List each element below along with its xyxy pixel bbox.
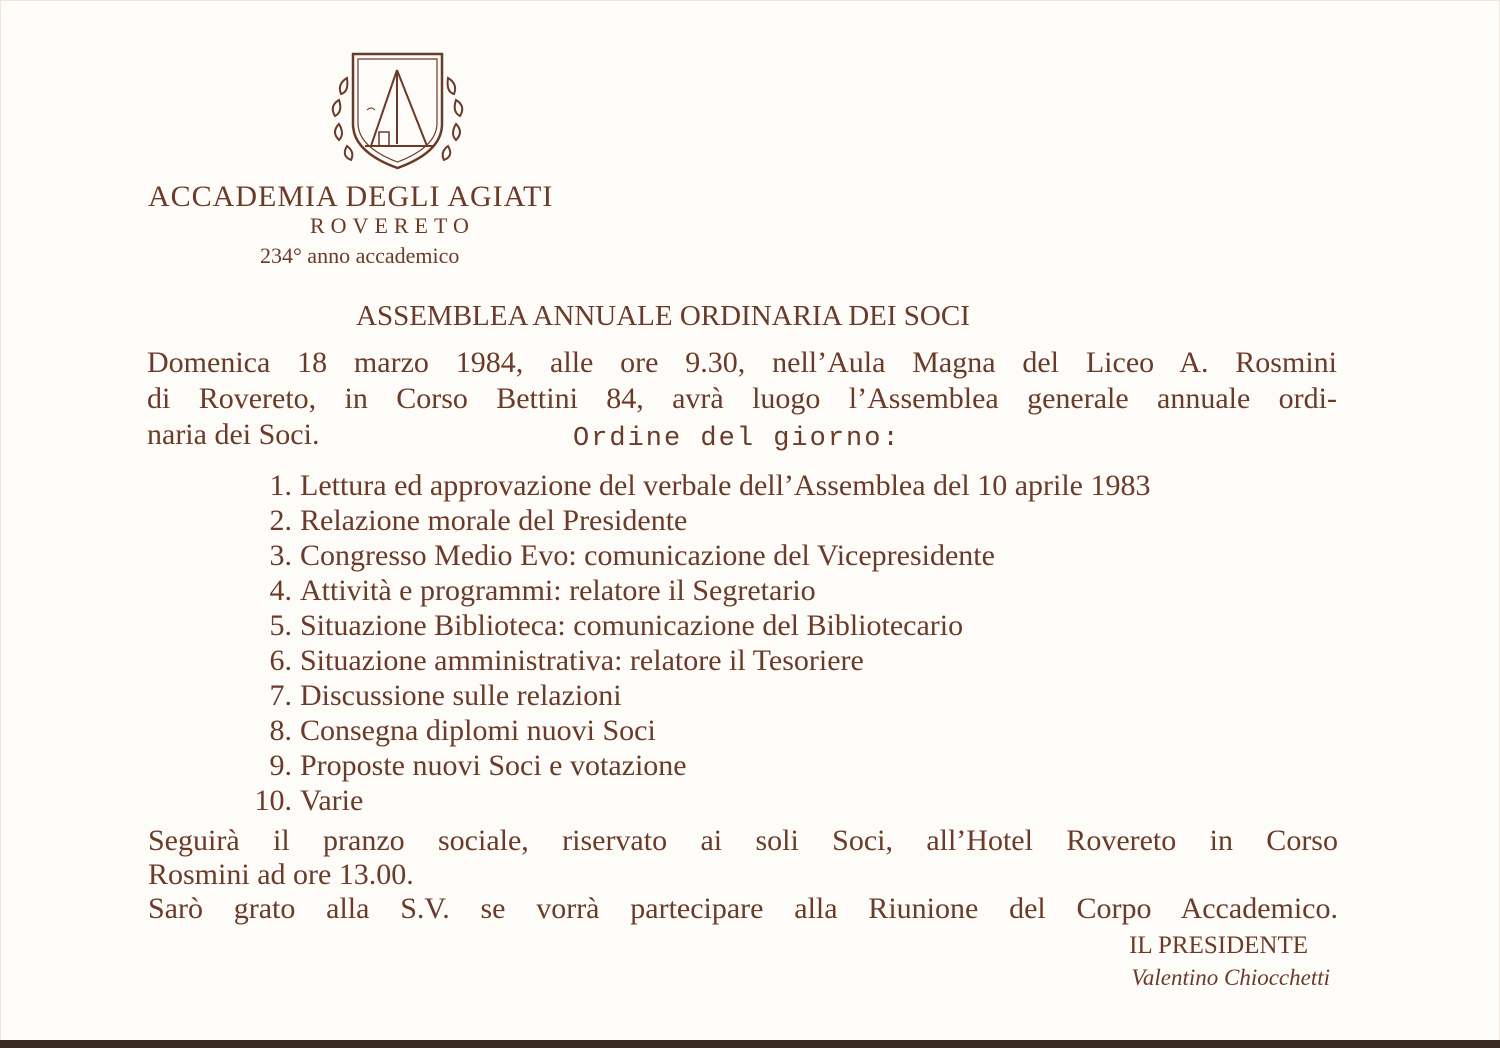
agenda-item [238,678,1348,713]
agenda-item [238,643,1348,678]
academy-crest-icon [325,48,470,174]
institution-city: ROVERETO [310,213,475,238]
assembly-title: ASSEMBLEA ANNUALE ORDINARIA DEI SOCI [356,300,970,332]
agenda-item-text: Congresso Medio Evo: comunicazione del Vicepresidente [300,539,995,572]
institution-name: ACCADEMIA DEGLI AGIATI [148,180,554,213]
agenda-item-text: Lettura ed approvazione del verbale dell’Assemblea del 10 aprile 1983 [300,469,1151,502]
agenda-item-number: 8. [269,714,292,747]
agenda-item-number: 1. [269,469,292,502]
agenda-item [238,713,1348,748]
agenda-item-number: 2. [269,504,292,537]
agenda-item-text: Consegna diplomi nuovi Soci [300,714,656,747]
agenda-item-number: 10. [254,784,292,817]
closing-line: Seguirà il pranzo sociale, riservato ai soli Soci, all’Hotel Rovereto in Corso [148,824,1338,857]
agenda-item [238,468,1348,503]
agenda-item-number: 3. [269,539,292,572]
agenda-item [238,783,1348,818]
agenda-item-text: Situazione Biblioteca: comunicazione del Bibliotecario [300,609,964,642]
agenda-item-text: Attività e programmi: relatore il Segretario [300,574,816,607]
agenda-heading: Ordine del giorno: [573,424,901,454]
intro-line: naria dei Soci. [147,418,320,451]
academic-year: 234° anno accademico [260,243,460,268]
intro-line: Domenica 18 marzo 1984, alle ore 9.30, nell’Aula Magna del Liceo A. Rosmini [147,346,1337,379]
agenda-item-number: 4. [269,574,292,607]
agenda-item-text: Relazione morale del Presidente [300,504,688,537]
agenda-item-number: 9. [269,749,292,782]
agenda-item-text: Discussione sulle relazioni [300,679,622,712]
closing-line: Rosmini ad ore 13.00. [148,858,414,891]
signature-role: IL PRESIDENTE [1129,932,1308,959]
agenda-item [238,748,1348,783]
agenda-item [238,608,1348,643]
agenda-list [238,468,1348,818]
agenda-item-text: Situazione amministrativa: relatore il Tesoriere [300,644,864,677]
signature-name: Valentino Chiocchetti [1131,965,1330,990]
closing-paragraph [148,824,1338,926]
intro-line: di Rovereto, in Corso Bettini 84, avrà luogo l’Assemblea generale annuale ordi- [147,382,1337,415]
agenda-item [238,538,1348,573]
closing-line: Sarò grato alla S.V. se vorrà partecipare alla Riunione del Corpo Accademico. [148,892,1338,925]
agenda-item [238,573,1348,608]
agenda-item-number: 5. [269,609,292,642]
agenda-item-text: Varie [300,784,364,817]
agenda-item [238,503,1348,538]
agenda-item-number: 6. [269,644,292,677]
agenda-item-text: Proposte nuovi Soci e votazione [300,749,687,782]
agenda-item-number: 7. [269,679,292,712]
